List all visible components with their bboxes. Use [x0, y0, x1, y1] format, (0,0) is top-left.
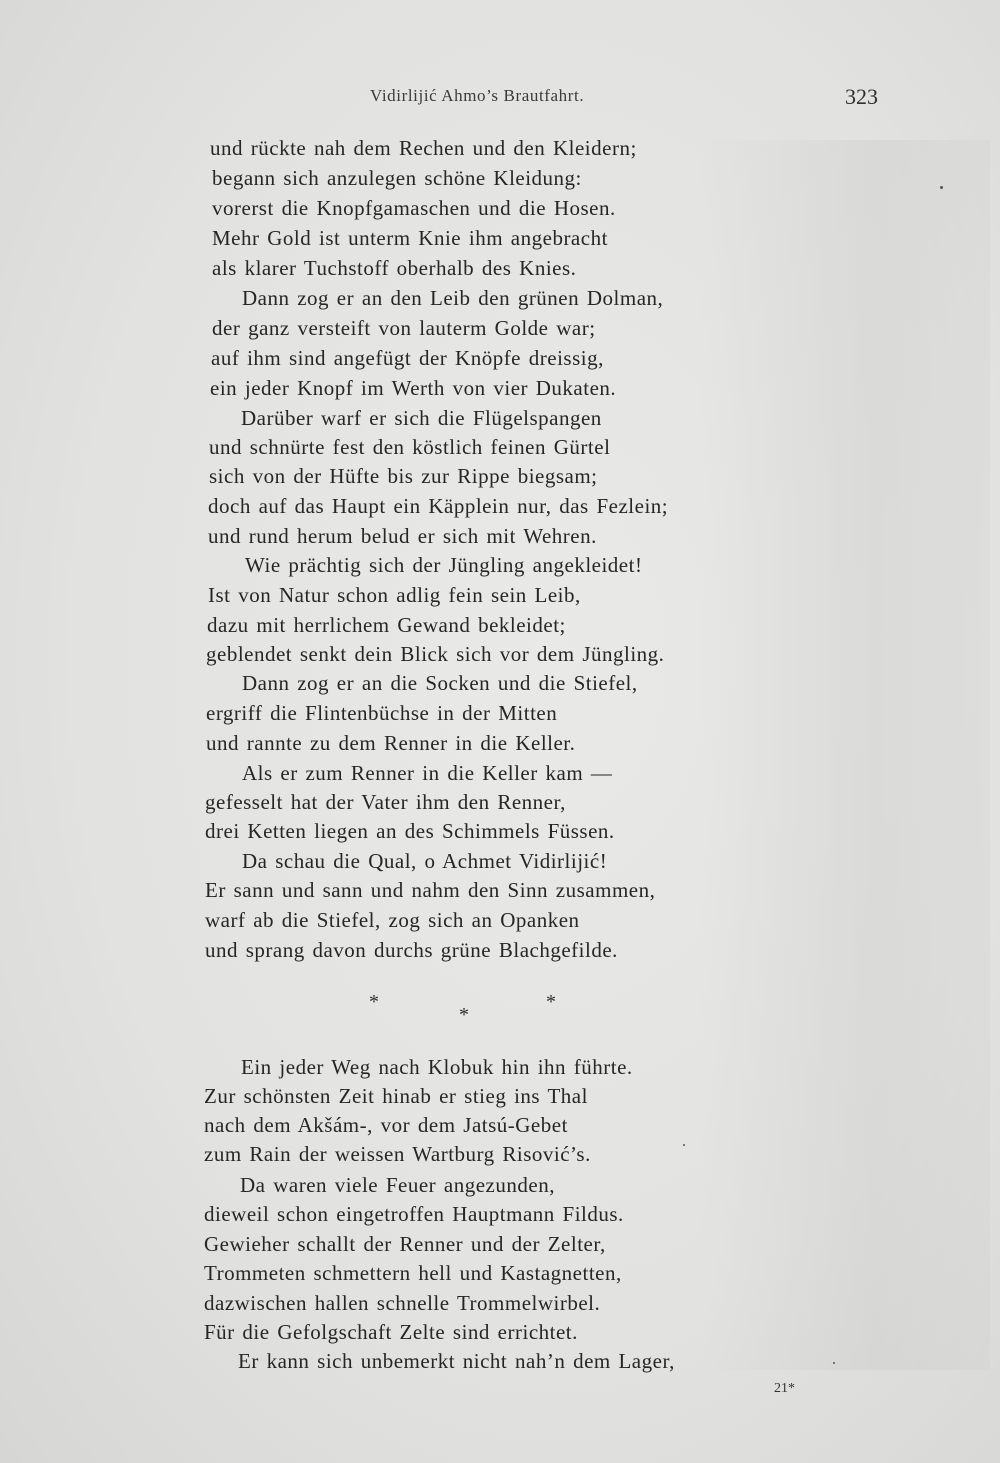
verse-line: Da waren viele Feuer angezunden,: [240, 1173, 555, 1197]
verse-line: und rannte zu dem Renner in die Keller.: [206, 731, 576, 755]
verse-line: dazu mit herrlichem Gewand bekleidet;: [207, 613, 566, 637]
verse-line: Ist von Natur schon adlig fein sein Leib,: [208, 583, 581, 607]
show-through-shadow: [700, 140, 990, 1370]
verse-line: Als er zum Renner in die Keller kam —: [242, 761, 613, 785]
section-break-asterisk: *: [369, 991, 379, 1013]
running-title: Vidirlijić Ahmo’s Brautfahrt.: [370, 86, 585, 105]
verse-line: Mehr Gold ist unterm Knie ihm angebracht: [212, 226, 608, 250]
verse-line: Dann zog er an die Socken und die Stiefel,: [242, 671, 638, 695]
verse-line: Zur schönsten Zeit hinab er stieg ins Thal: [204, 1084, 588, 1108]
verse-line: als klarer Tuchstoff oberhalb des Knies.: [212, 256, 577, 280]
paper-speck: [833, 1362, 835, 1364]
verse-line: drei Ketten liegen an des Schimmels Füssen.: [205, 819, 615, 843]
verse-line: Ein jeder Weg nach Klobuk hin ihn führte.: [241, 1055, 633, 1079]
verse-line: ergriff die Flintenbüchse in der Mitten: [206, 701, 558, 725]
verse-line: und schnürte fest den köstlich feinen Gürtel: [209, 435, 611, 459]
verse-line: Dann zog er an den Leib den grünen Dolman,: [242, 286, 664, 310]
verse-line: geblendet senkt dein Blick sich vor dem Jüngling.: [206, 642, 665, 666]
verse-line: doch auf das Haupt ein Käpplein nur, das Fezlein;: [208, 494, 669, 518]
verse-line: und sprang davon durchs grüne Blachgefilde.: [205, 938, 618, 962]
running-head: [0, 86, 1000, 116]
verse-line: Wie prächtig sich der Jüngling angekleidet!: [245, 553, 643, 577]
verse-line: gefesselt hat der Vater ihm den Renner,: [205, 790, 566, 814]
verse-line: zum Rain der weissen Wartburg Risović’s.: [204, 1142, 591, 1166]
verse-line: dieweil schon eingetroffen Hauptmann Fildus.: [204, 1202, 624, 1226]
verse-line: und rund herum belud er sich mit Wehren.: [208, 524, 597, 548]
verse-line: Trommeten schmettern hell und Kastagnetten,: [204, 1261, 622, 1285]
verse-line: ein jeder Knopf im Werth von vier Dukaten.: [210, 376, 617, 400]
paper-speck: [940, 186, 943, 189]
section-break-asterisk: *: [546, 991, 556, 1013]
verse-line: auf ihm sind angefügt der Knöpfe dreissig,: [211, 346, 604, 370]
verse-line: der ganz versteift von lauterm Golde war;: [212, 316, 596, 340]
verse-line: Er sann und sann und nahm den Sinn zusammen,: [205, 878, 656, 902]
section-break-asterisk: *: [459, 1004, 469, 1026]
verse-line: dazwischen hallen schnelle Trommelwirbel.: [204, 1291, 601, 1315]
verse-line: vorerst die Knopfgamaschen und die Hosen.: [212, 196, 616, 220]
verse-line: warf ab die Stiefel, zog sich an Opanken: [205, 908, 580, 932]
verse-line: und rückte nah dem Rechen und den Kleidern;: [210, 136, 637, 160]
verse-line: Gewieher schallt der Renner und der Zelter,: [204, 1232, 606, 1256]
verse-line: Darüber warf er sich die Flügelspangen: [241, 406, 602, 430]
verse-line: nach dem Akšám-, vor dem Jatsú-Gebet: [204, 1113, 568, 1137]
verse-line: sich von der Hüfte bis zur Rippe biegsam;: [209, 464, 598, 488]
verse-line: Da schau die Qual, o Achmet Vidirlijić!: [242, 849, 608, 873]
verse-line: Er kann sich unbemerkt nicht nah’n dem Lager,: [238, 1349, 675, 1373]
paper-speck: [683, 1144, 685, 1146]
signature-mark: 21*: [774, 1381, 795, 1396]
verse-line: Für die Gefolgschaft Zelte sind errichtet.: [204, 1320, 578, 1344]
page-number: 323: [845, 84, 878, 109]
verse-line: begann sich anzulegen schöne Kleidung:: [212, 166, 582, 190]
